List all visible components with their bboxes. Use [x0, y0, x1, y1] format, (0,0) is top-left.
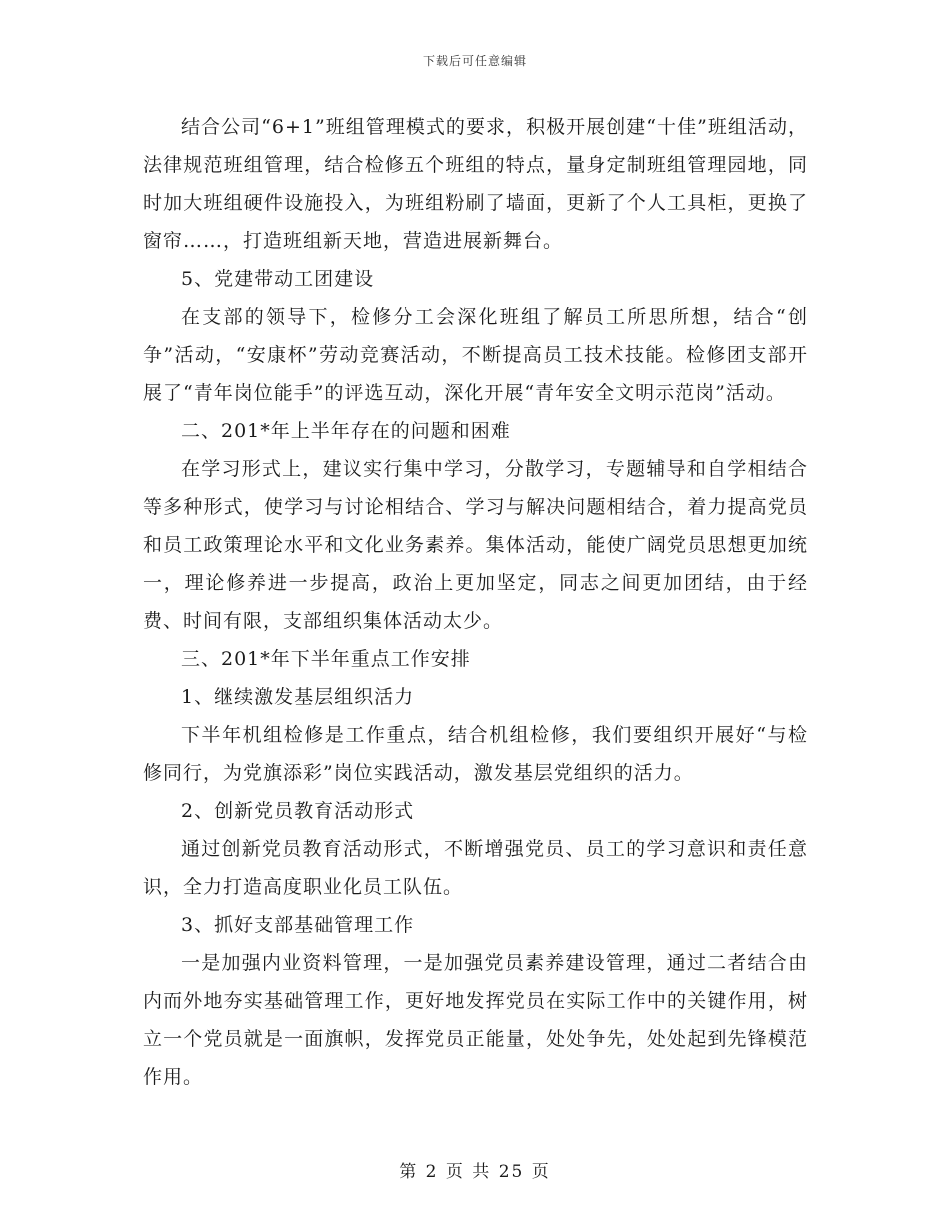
heading-basic-management: 3、抓好支部基础管理工作 [181, 914, 415, 936]
paragraph-maintenance-focus: 下半年机组检修是工作重点，结合机组检修，我们要组织开展好“与检修同行，为党旗添彩”岗位实践活动，激发基层党组织的活力。 [143, 724, 808, 784]
heading-party-building: 5、党建带动工团建设 [181, 268, 375, 290]
heading-organization-vitality: 1、继续激发基层组织活力 [181, 686, 415, 708]
page-number-footer: 第 2 页 共 25 页 [399, 1162, 551, 1182]
paragraph-branch-leadership: 在支部的领导下，检修分工会深化班组了解员工所思所想，结合“创争”活动，“安康杯”劳动竞赛活动，不断提高员工技术技能。检修团支部开展了“青年岗位能手”的评选互动，深化开展“青年安全文明示范岗”活动。 [143, 306, 808, 404]
paragraph-class-management: 结合公司“6+1”班组管理模式的要求，积极开展创建“十佳”班组活动，法律规范班组管理，结合检修五个班组的特点，量身定制班组管理园地，同时加大班组硬件设施投入，为班组粉刷了墙面，更新了个人工具柜，更换了窗帘……，打造班组新天地，营造进展新舞台。 [143, 116, 808, 252]
paragraph-learning-form: 在学习形式上，建议实行集中学习，分散学习，专题辅导和自学相结合等多种形式，使学习与讨论相结合、学习与解决问题相结合，着力提高党员和员工政策理论水平和文化业务素养。集体活动，能使广阔党员思想更加统一，理论修养进一步提高，政治上更加坚定，同志之间更加团结，由于经费、时间有限，支部组织集体活动太少。 [143, 458, 808, 632]
document-body [143, 108, 808, 1096]
heading-education-form: 2、创新党员教育活动形式 [181, 800, 415, 822]
paragraph-education-innovation: 通过创新党员教育活动形式，不断增强党员、员工的学习意识和责任意识，全力打造高度职业化员工队伍。 [143, 838, 808, 898]
page-header: 下载后可任意编辑 [422, 54, 527, 68]
paragraph-data-management: 一是加强内业资料管理，一是加强党员素养建设管理，通过二者结合由内而外地夯实基础管理工作，更好地发挥党员在实际工作中的关键作用，树立一个党员就是一面旗帜，发挥党员正能量，处处争先，处处起到先锋模范作用。 [143, 952, 808, 1088]
heading-problems: 二、201*年上半年存在的问题和困难 [181, 420, 511, 442]
heading-work-plan: 三、201*年下半年重点工作安排 [181, 648, 471, 670]
